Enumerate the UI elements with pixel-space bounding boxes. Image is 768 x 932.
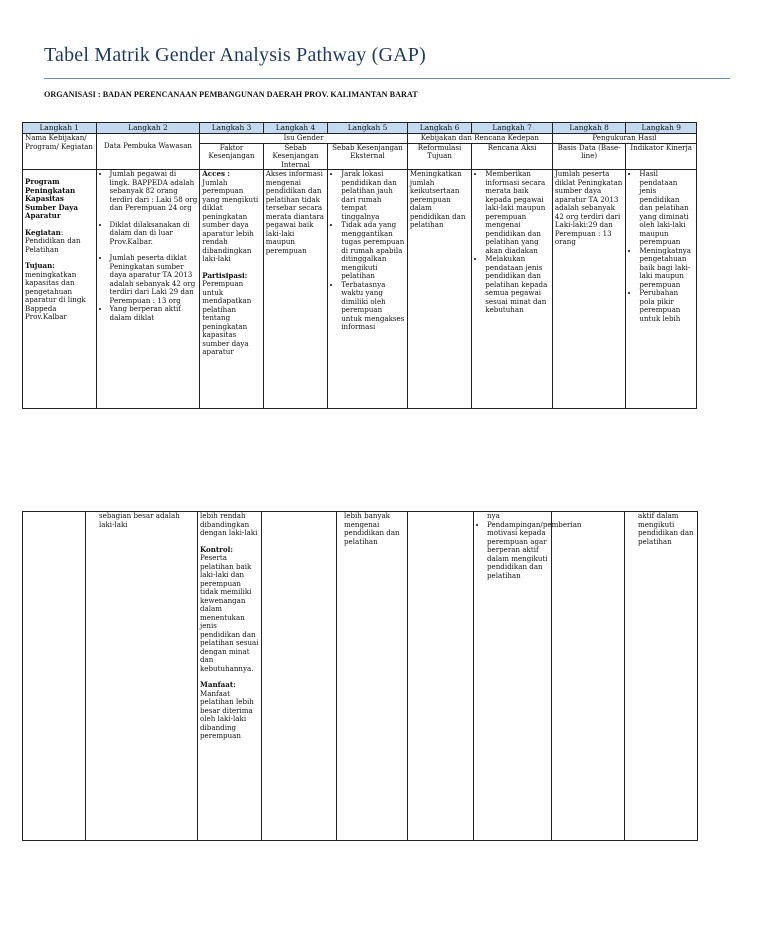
data-cell	[86, 512, 198, 841]
tujuan-text: meningkatkan kapasitas dan pengetahuan aparatur di lingk Bappeda Prov.Kalbar	[25, 269, 86, 321]
program-label: Program Peningkatan Kapasitas Sumber Daya Aparatur	[25, 177, 78, 220]
rencana-cell	[474, 511, 582, 841]
faktor-cell	[200, 170, 263, 409]
kontrol-text: Peserta pelatihan baik laki-laki dan perempuan tidak memiliki kewenangan dalam menentukan jenis pendidikan dan pelatihan sesuai dengan minat dan kebutuhannya.	[200, 553, 259, 673]
kontrol-label: Kontrol:	[200, 544, 233, 554]
group-header-kebijakan: Kebijakan dan Rencana Kedepan	[407, 134, 552, 144]
list-item: • Pendampingan/pemberian motivasi kepada perempuan agar berperan aktif dalam mengikuti pendidikan dan pelatihan	[487, 521, 549, 581]
col-header-indikator: Indikator Kinerja	[626, 143, 697, 170]
eksternal-continued: lebih banyak mengenai pendidikan dan pelatihan	[344, 511, 400, 546]
indikator-cell	[626, 170, 697, 409]
list-item: • Jumlah pegawai di lingk. BAPPEDA adalah sebanyak 82 orang terdiri dari : Laki 58 org dan Perempuan 24 org	[110, 170, 198, 213]
acces-label: Acces :	[202, 169, 231, 178]
title-divider	[44, 78, 730, 79]
col-header-basis: Basis Data (Base-line)	[552, 143, 626, 170]
step-header: Langkah 2	[96, 123, 200, 134]
page-title: Tabel Matrik Gender Analysis Pathway (GAP)	[44, 44, 426, 66]
gap-matrix-table-part2	[22, 511, 698, 841]
manfaat-text: Manfaat pelatihan lebih besar diterima oleh laki-laki dibanding perempuan	[200, 688, 254, 740]
list-item: • Jumlah peserta diklat Peningkatan sumber daya aparatur TA 2013 adalah sebanyak 42 org terdiri dari Laki 29 dan Perempuan : 13 org	[110, 254, 198, 305]
list-item: • Memberikan informasi secara merata baik kepada pegawai laki-laki maupun perempuan mengenai pendidikan dan pelatihan yang akan diadakan	[485, 170, 550, 255]
col-header-data: Data Pembuka Wawasan	[96, 134, 200, 170]
col-header-internal: Sebab Kesenjangan Internal	[263, 143, 327, 170]
steps-header-row	[23, 123, 697, 134]
rencana-cell	[472, 170, 553, 409]
step-header: Langkah 5	[328, 123, 408, 134]
list-item: • Melakukan pendataan jenis pendidikan dan pelatihan kepada semua pegawai sesuai minat dan kebutuhan	[485, 255, 550, 315]
indikator-continued: aktif dalam mengikuti pendidikan dan pelatihan	[638, 511, 694, 546]
organisation-line: ORGANISASI : BADAN PERENCANAAN PEMBANGUNAN DAERAH PROV. KALIMANTAN BARAT	[44, 90, 418, 99]
col-header-faktor: Faktor Kesenjangan	[200, 143, 263, 170]
step-header: Langkah 3	[200, 123, 263, 134]
manfaat-label: Manfaat:	[200, 680, 236, 689]
program-cell	[23, 170, 97, 409]
list-item: • Yang berperan aktif dalam diklat	[110, 305, 198, 322]
list-item: • Meningkatnya pengetahuan baik bagi laki-laki maupun perempuan	[639, 247, 694, 290]
eksternal-cell	[337, 512, 408, 841]
acces-text: Jumlah perempuan yang mengikuti diklat peningkatan sumber daya aparatur lebih rendah dibandingkan laki-laki	[202, 177, 259, 263]
list-item: • Hasil pendataan jenis pendidikan dan pelatihan yang diminati oleh laki-laki maupun perempuan	[639, 170, 694, 247]
step-header: Langkah 6	[407, 123, 471, 134]
reformulasi-cell: Meningkatkan jumlah keikutsertaan perempuan dalam pendidikan dan pelatihan	[407, 170, 471, 409]
group-header-row	[23, 134, 697, 144]
step-header: Langkah 9	[626, 123, 697, 134]
basis-cell: Jumlah peserta diklat Peningkatan sumber daya aparatur TA 2013 adalah sebanyak 42 org terdiri dari Laki-laki:29 dan Perempuan : 13 orang	[552, 170, 626, 409]
partisipasi-text: Perempuan untuk mendapatkan pelatihan tentang peningkatan kapasitas sumber daya aparatur	[202, 279, 252, 356]
partisipasi-label: Partisipasi:	[202, 270, 248, 280]
reformulasi-cell	[408, 512, 474, 841]
rencana-continued: nya	[487, 511, 500, 520]
eksternal-cell	[328, 170, 408, 409]
group-header-isu-gender: Isu Gender	[200, 134, 408, 144]
col-header-kebijakan: Nama Kebijakan/ Program/ Kegiatan	[23, 134, 97, 170]
list-item: • Perubahan pola pikir perempuan untuk lebih	[639, 289, 694, 323]
step-header: Langkah 8	[552, 123, 626, 134]
program-cell	[23, 512, 86, 841]
table-row	[23, 170, 697, 409]
kegiatan-text: : Pendidikan dan Pelatihan	[25, 227, 81, 254]
faktor-continued: lebih rendah dibandingkan dengan laki-laki	[200, 511, 258, 537]
data-continued: sebagian besar adalah laki-laki	[99, 511, 180, 529]
kegiatan-label: Kegiatan	[25, 227, 61, 237]
data-cell	[96, 170, 200, 409]
tujuan-label: Tujuan:	[25, 261, 55, 270]
gap-matrix-table-part1	[22, 122, 697, 409]
list-item: • Terbatasnya waktu yang dimiliki oleh perempuan untuk mengakses informasi	[341, 281, 405, 332]
col-header-rencana: Rencana Aksi	[472, 143, 553, 170]
list-item: • Diklat dilaksanakan di dalam dan di luar Prov.Kalbar.	[110, 221, 198, 247]
step-header: Langkah 7	[472, 123, 553, 134]
table-row	[23, 512, 698, 841]
indikator-cell	[625, 512, 698, 841]
col-header-reformulasi: Reformulasi Tujuan	[407, 143, 471, 170]
step-header: Langkah 4	[263, 123, 327, 134]
internal-cell: Akses informasi mengenai pendidikan dan pelatihan tidak tersebar secara merata diantara pegawai baik laki-laki maupun perempuan	[263, 170, 327, 409]
list-item: • Jarak lokasi pendidikan dan pelatihan jauh dari rumah tempat tinggalnya	[341, 170, 405, 221]
internal-cell	[262, 512, 337, 841]
group-header-pengukuran: Pengukuran Hasil	[552, 134, 696, 144]
basis-cell	[552, 512, 625, 841]
step-header: Langkah 1	[23, 123, 97, 134]
col-header-eksternal: Sebab Kesenjangan Eksternal	[328, 143, 408, 170]
list-item: • Tidak ada yang menggantikan tugas perempuan di rumah apabila ditinggalkan mengikuti pelatihan	[341, 221, 405, 281]
faktor-cell	[198, 512, 262, 841]
